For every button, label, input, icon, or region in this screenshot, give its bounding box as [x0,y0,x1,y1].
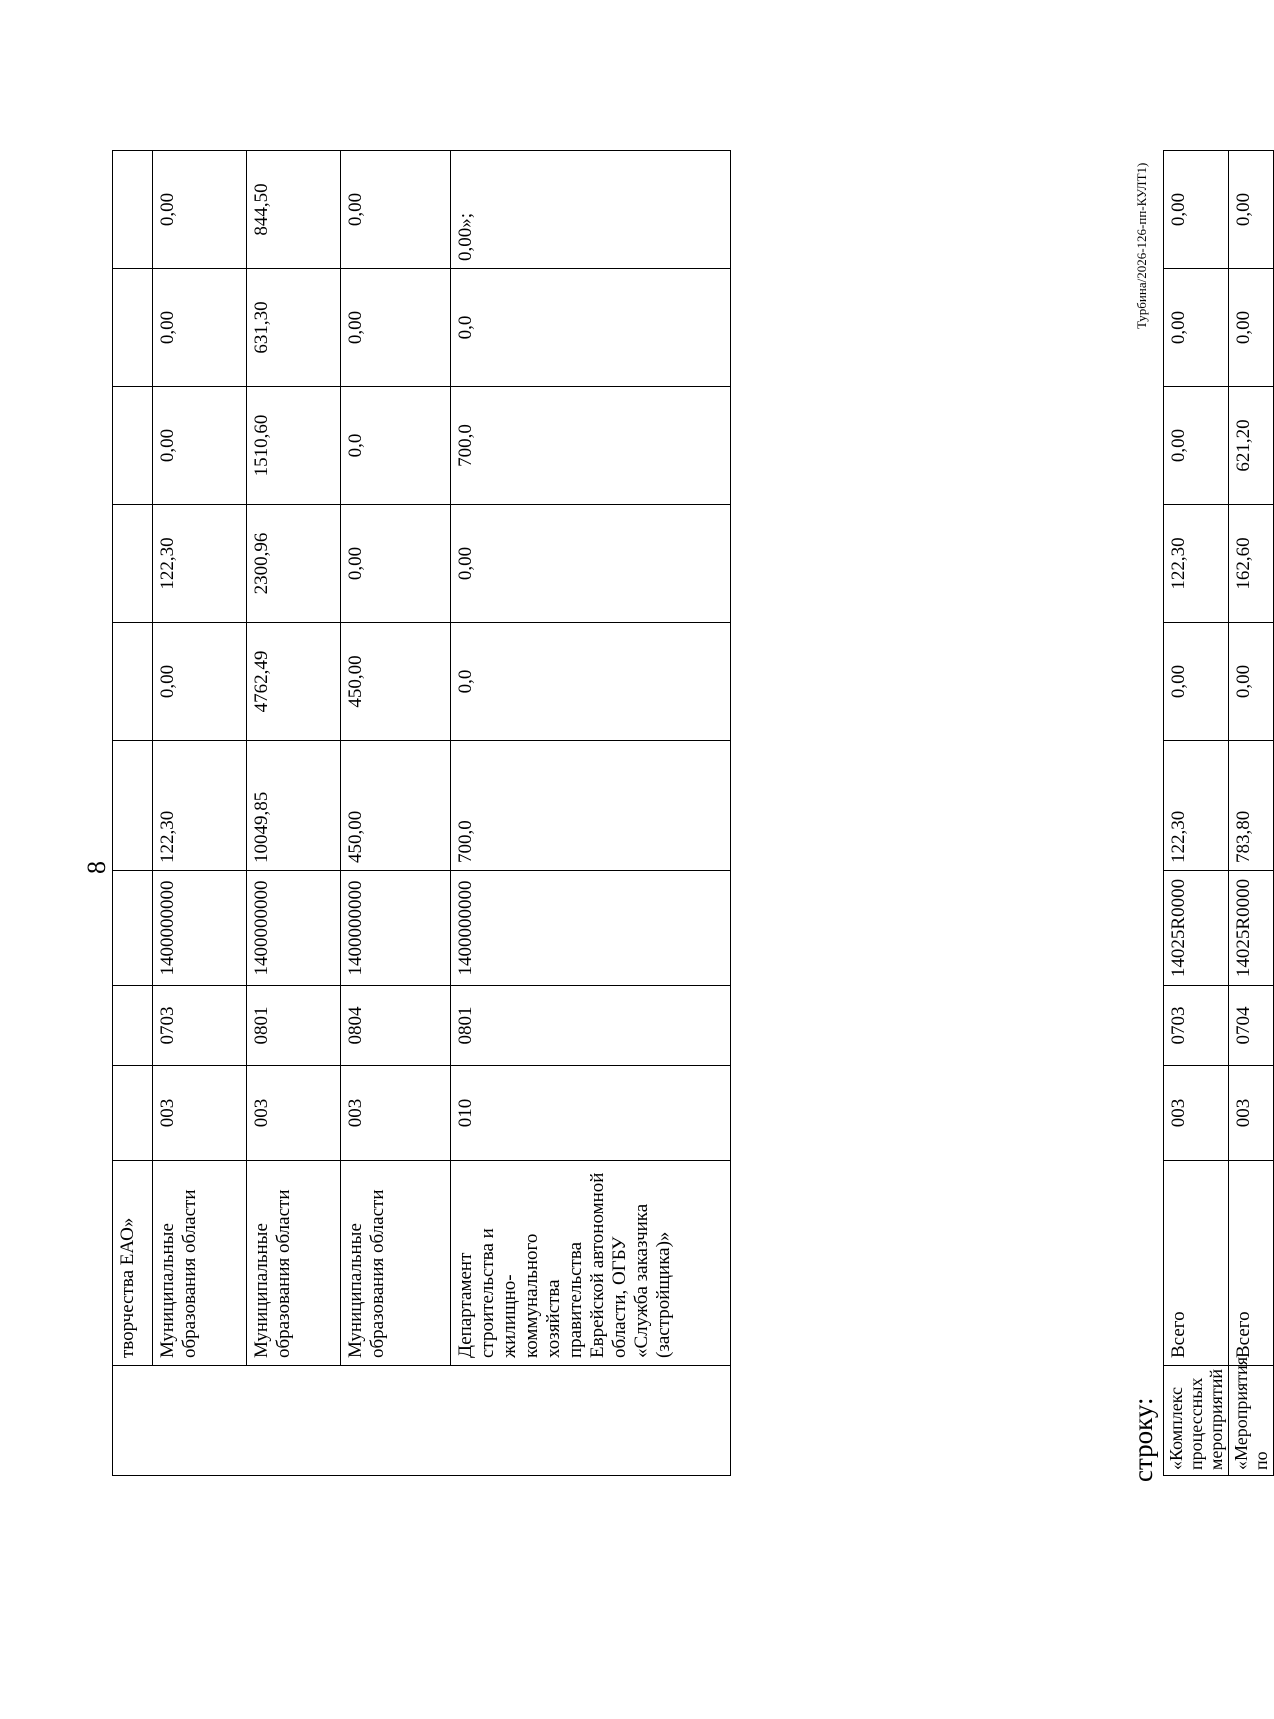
table-cell-executor: Всего [1164,1161,1229,1366]
table-cell-value: 0,00»; [451,151,731,269]
table-cell-value: 450,00 [341,623,451,741]
table-cell-value: 0,00 [1164,387,1229,505]
table-cell-value: 0,00 [1229,151,1274,269]
table-row [341,151,451,1476]
table-cell-csr: 1400000000 [153,871,247,986]
table-cell-value: 122,30 [153,505,247,623]
table-cell-total: 10049,85 [247,741,341,871]
table-cell [113,623,153,741]
table-cell-value: 0,00 [341,269,451,387]
table-cell-grbs: 003 [247,1066,341,1161]
table-cell-value: 621,20 [1229,387,1274,505]
table-cell-value: 0,0 [451,623,731,741]
table-cell [113,1066,153,1161]
table-row [1164,151,1229,1476]
table-cell-total: 122,30 [153,741,247,871]
table-cell-value: 0,00 [1229,269,1274,387]
table-cell-executor: Муниципальные образования области [247,1161,341,1366]
table-row [113,151,153,1476]
table-cell-executor: Муниципальные образования области [153,1161,247,1366]
table-row [153,151,247,1476]
table-cell-executor: Всего [1229,1161,1274,1366]
table-row [1229,151,1274,1476]
table-cell-value: 4762,49 [247,623,341,741]
table-cell-total: 450,00 [341,741,451,871]
table-cell-value: 700,0 [451,387,731,505]
table-cell-program [113,1366,731,1476]
table-cell-value: 844,50 [247,151,341,269]
table-cell-rzpr: 0801 [451,986,731,1066]
table-cell-rzpr: 0704 [1229,986,1274,1066]
table-row [247,151,341,1476]
table-cell-rzpr: 0703 [1164,986,1229,1066]
table-cell-rzpr: 0801 [247,986,341,1066]
budget-table-continued [112,150,731,1476]
table-cell [113,269,153,387]
table-cell [113,387,153,505]
insert-row-intro: строку: [1128,1397,1158,1482]
table-cell-grbs: 003 [1229,1066,1274,1161]
table-cell-csr: 1400000000 [451,871,731,986]
table-cell-csr: 14025R0000 [1229,871,1274,986]
table-cell-csr: 1400000000 [247,871,341,986]
table-cell-rzpr: 0703 [153,986,247,1066]
table-cell-value: 2300,96 [247,505,341,623]
table-cell-value: 0,00 [1164,623,1229,741]
table-cell [113,986,153,1066]
table-cell-value: 0,00 [451,505,731,623]
table-cell-value: 0,00 [341,505,451,623]
table-cell-total: 122,30 [1164,741,1229,871]
table-cell-value: 0,00 [153,623,247,741]
table-cell-program: «Мероприятия по [1229,1366,1274,1476]
table-cell-rzpr: 0804 [341,986,451,1066]
table-cell-executor: Департамент строительства и жилищно-коммунального хозяйства правительства Еврейской автономной области, ОГБУ «Служба заказчика (застройщика)» [451,1161,731,1366]
table-cell-total: 700,0 [451,741,731,871]
table-cell-value: 631,30 [247,269,341,387]
table-cell-value: 0,0 [341,387,451,505]
table-cell [113,505,153,623]
table-cell-program: «Комплекс процессных мероприятий [1164,1366,1229,1476]
table-cell-csr: 1400000000 [341,871,451,986]
table-cell-value: 0,00 [341,151,451,269]
table-cell-value: 0,0 [451,269,731,387]
table-cell [113,151,153,269]
table-cell [113,871,153,986]
table-cell-grbs: 003 [153,1066,247,1161]
table-row [451,151,731,1476]
document-reference: Турбина/2026-126-пп-КУЛТ1) [1134,162,1149,329]
page-number: 8 [82,861,111,874]
table-cell-value: 0,00 [153,151,247,269]
table-cell-value: 0,00 [1164,269,1229,387]
table-cell-value: 0,00 [153,269,247,387]
table-cell-value: 0,00 [153,387,247,505]
table-cell-value: 0,00 [1229,623,1274,741]
table-cell-csr: 14025R0000 [1164,871,1229,986]
table-cell-value: 162,60 [1229,505,1274,623]
budget-table-new-rows [1163,150,1274,1476]
table-cell [113,741,153,871]
table-cell-executor: творчества ЕАО» [113,1161,153,1366]
table-cell-executor: Муниципальные образования области [341,1161,451,1366]
table-cell-value: 1510,60 [247,387,341,505]
table-cell-grbs: 003 [341,1066,451,1161]
table-cell-total: 783,80 [1229,741,1274,871]
table-cell-grbs: 010 [451,1066,731,1161]
table-cell-grbs: 003 [1164,1066,1229,1161]
table-cell-value: 0,00 [1164,151,1229,269]
table-cell-value: 122,30 [1164,505,1229,623]
